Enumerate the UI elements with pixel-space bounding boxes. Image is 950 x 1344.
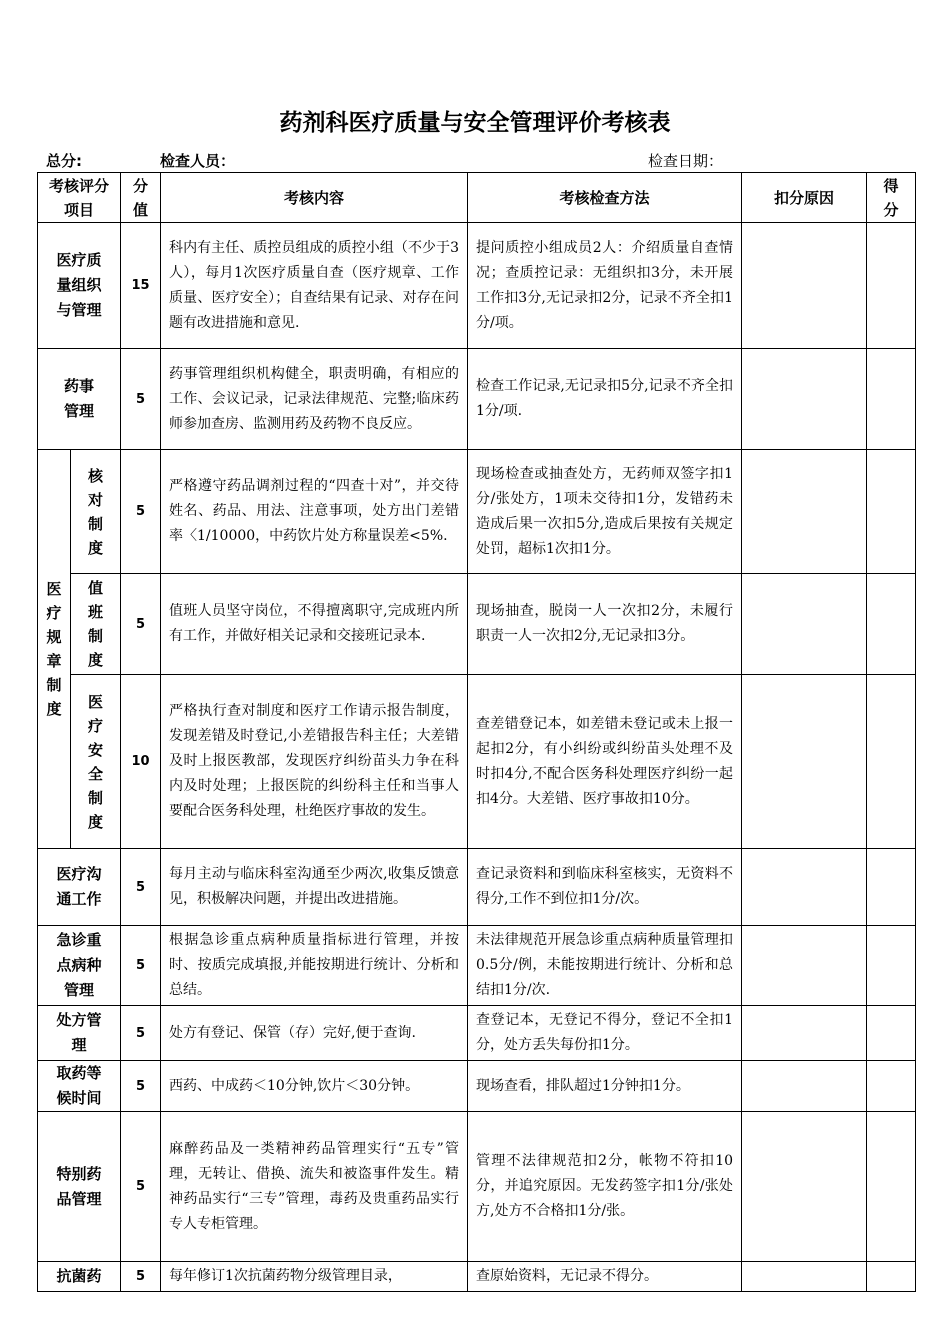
row-score: 5 bbox=[121, 849, 161, 926]
deduction-reason-cell[interactable] bbox=[742, 1112, 867, 1262]
total-score-label: 总分: bbox=[46, 152, 82, 170]
row-method: 查原始资料，无记录不得分。 bbox=[468, 1262, 742, 1292]
deduction-reason-cell[interactable] bbox=[742, 349, 867, 450]
table-row bbox=[38, 1112, 916, 1262]
table-row bbox=[38, 1262, 916, 1292]
score-cell[interactable] bbox=[867, 1112, 916, 1262]
row-method: 查登记本，无登记不得分，登记不全扣1分，处方丢失每份扣1分。 bbox=[468, 1006, 742, 1061]
score-cell[interactable] bbox=[867, 1262, 916, 1292]
deduction-reason-cell[interactable] bbox=[742, 675, 867, 849]
deduction-reason-cell[interactable] bbox=[742, 450, 867, 574]
page-title: 药剂科医疗质量与安全管理评价考核表 bbox=[279, 110, 671, 136]
row-content: 药事管理组织机构健全，职责明确，有相应的工作、会议记录，记录法律规范、完整;临床药师参加查房、监测用药及药物不良反应。 bbox=[161, 349, 468, 450]
row-item: 取药等候时间 bbox=[38, 1061, 121, 1112]
table-row bbox=[38, 675, 916, 849]
table-row bbox=[38, 1061, 916, 1112]
deduction-reason-cell[interactable] bbox=[742, 926, 867, 1006]
row-score: 5 bbox=[121, 926, 161, 1006]
header-method: 考核检查方法 bbox=[468, 173, 742, 223]
score-cell[interactable] bbox=[867, 1006, 916, 1061]
row-item: 抗菌药 bbox=[38, 1262, 121, 1292]
deduction-reason-cell[interactable] bbox=[742, 849, 867, 926]
row-score: 5 bbox=[121, 1262, 161, 1292]
score-cell[interactable] bbox=[867, 574, 916, 675]
row-content: 值班人员坚守岗位，不得擅离职守,完成班内所有工作，并做好相关记录和交接班记录本. bbox=[161, 574, 468, 675]
header-item: 考核评分项目 bbox=[38, 173, 121, 223]
check-date-label: 检查日期： bbox=[648, 152, 724, 170]
table-row bbox=[38, 926, 916, 1006]
row-content: 处方有登记、保管（存）完好,便于查询. bbox=[161, 1006, 468, 1061]
header-got: 得分 bbox=[867, 173, 916, 223]
row-item: 医疗质量组织与管理 bbox=[38, 223, 121, 349]
row-content: 严格执行查对制度和医疗工作请示报告制度，发现差错及时登记,小差错报告科主任；大差错及时上报医教部，发现医疗纠纷苗头力争在科内及时处理；上报医院的纠纷科主任和当事人要配合医务科处理，杜绝医疗事故的发生。 bbox=[161, 675, 468, 849]
deduction-reason-cell[interactable] bbox=[742, 223, 867, 349]
table-row bbox=[38, 349, 916, 450]
score-cell[interactable] bbox=[867, 849, 916, 926]
row-content: 西药、中成药＜10分钟,饮片＜30分钟。 bbox=[161, 1061, 468, 1112]
group-label: 医疗规章制度 bbox=[38, 450, 71, 849]
table-row bbox=[38, 1006, 916, 1061]
table-row bbox=[38, 223, 916, 349]
deduction-reason-cell[interactable] bbox=[742, 1006, 867, 1061]
row-content: 严格遵守药品调剂过程的“四查十对”，并交待姓名、药品、用法、注意事项，处方出门差错率〈1/10000，中药饮片处方称量误差<5%. bbox=[161, 450, 468, 574]
row-item: 处方管理 bbox=[38, 1006, 121, 1061]
row-item: 核对制度 bbox=[71, 450, 121, 574]
row-score: 5 bbox=[121, 349, 161, 450]
row-method: 管理不法律规范扣2分，帐物不符扣10分，并追究原因。无发药签字扣1分/张处方,处方不合格扣1分/张。 bbox=[468, 1112, 742, 1262]
row-score: 5 bbox=[121, 1006, 161, 1061]
deduction-reason-cell[interactable] bbox=[742, 1061, 867, 1112]
score-cell[interactable] bbox=[867, 223, 916, 349]
row-method: 查差错登记本，如差错未登记或未上报一起扣2分，有小纠纷或纠纷苗头处理不及时扣4分,不配合医务科处理医疗纠纷一起扣4分。大差错、医疗事故扣10分。 bbox=[468, 675, 742, 849]
row-item: 医疗安全制度 bbox=[71, 675, 121, 849]
row-content: 每年修订1次抗菌药物分级管理目录， bbox=[161, 1262, 468, 1292]
row-content: 麻醉药品及一类精神药品管理实行“五专”管理，无转让、借换、流失和被盗事件发生。精神药品实行“三专”管理，毒药及贵重药品实行专人专柜管理。 bbox=[161, 1112, 468, 1262]
header-content: 考核内容 bbox=[161, 173, 468, 223]
row-method: 检查工作记录,无记录扣5分,记录不齐全扣1分/项. bbox=[468, 349, 742, 450]
row-item: 值班制度 bbox=[71, 574, 121, 675]
deduction-reason-cell[interactable] bbox=[742, 574, 867, 675]
row-method: 现场检查或抽查处方，无药师双签字扣1分/张处方，1项未交待扣1分，发错药未造成后果一次扣5分,造成后果按有关规定处罚，超标1次扣1分。 bbox=[468, 450, 742, 574]
score-cell[interactable] bbox=[867, 349, 916, 450]
row-content: 根据急诊重点病种质量指标进行管理，并按时、按质完成填报,并能按期进行统计、分析和总结。 bbox=[161, 926, 468, 1006]
row-score: 15 bbox=[121, 223, 161, 349]
row-method: 现场查看，排队超过1分钟扣1分。 bbox=[468, 1061, 742, 1112]
table-row bbox=[38, 574, 916, 675]
deduction-reason-cell[interactable] bbox=[742, 1262, 867, 1292]
row-method: 查记录资料和到临床科室核实，无资料不得分,工作不到位扣1分/次。 bbox=[468, 849, 742, 926]
row-score: 5 bbox=[121, 1061, 161, 1112]
row-score: 5 bbox=[121, 574, 161, 675]
row-item: 特别药品管理 bbox=[38, 1112, 121, 1262]
row-item: 急诊重点病种管理 bbox=[38, 926, 121, 1006]
row-item: 药事管理 bbox=[38, 349, 121, 450]
row-method: 提问质控小组成员2人：介绍质量自查情况；查质控记录：无组织扣3分，未开展工作扣3分,无记录扣2分，记录不齐全扣1分/项。 bbox=[468, 223, 742, 349]
row-content: 科内有主任、质控员组成的质控小组（不少于3人），每月1次医疗质量自查（医疗规章、工作质量、医疗安全）；自查结果有记录、对存在问题有改进措施和意见. bbox=[161, 223, 468, 349]
header-score: 分值 bbox=[121, 173, 161, 223]
row-content: 每月主动与临床科室沟通至少两次,收集反馈意见，积极解决问题，并提出改进措施。 bbox=[161, 849, 468, 926]
row-score: 5 bbox=[121, 450, 161, 574]
score-cell[interactable] bbox=[867, 1061, 916, 1112]
score-cell[interactable] bbox=[867, 450, 916, 574]
inspector-label: 检查人员： bbox=[160, 152, 236, 170]
row-method: 未法律规范开展急诊重点病种质量管理扣0.5分/例，未能按期进行统计、分析和总结扣1分/次. bbox=[468, 926, 742, 1006]
row-item: 医疗沟通工作 bbox=[38, 849, 121, 926]
score-cell[interactable] bbox=[867, 926, 916, 1006]
evaluation-table bbox=[37, 172, 916, 1292]
header-reason: 扣分原因 bbox=[742, 173, 867, 223]
table-row bbox=[38, 849, 916, 926]
table-row bbox=[38, 450, 916, 574]
header-row bbox=[38, 173, 916, 223]
score-cell[interactable] bbox=[867, 675, 916, 849]
row-method: 现场抽查，脱岗一人一次扣2分，未履行职责一人一次扣2分,无记录扣3分。 bbox=[468, 574, 742, 675]
row-score: 10 bbox=[121, 675, 161, 849]
row-score: 5 bbox=[121, 1112, 161, 1262]
